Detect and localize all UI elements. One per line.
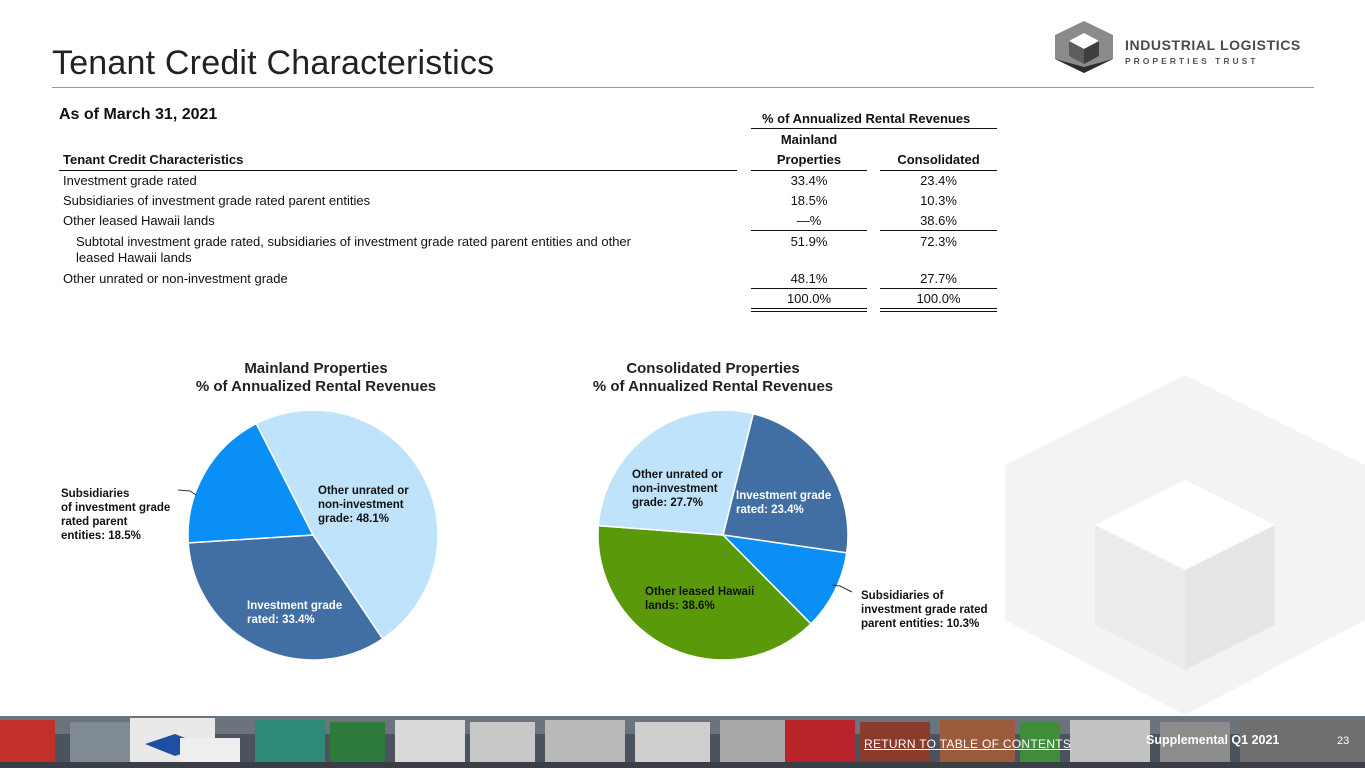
label-line: Other unrated or: [318, 485, 409, 497]
label-line: of investment grade: [61, 502, 171, 514]
row-label: Other unrated or non-investment grade: [63, 271, 288, 286]
subtotal-mainland-value: 51.9%: [790, 234, 828, 249]
row-consolidated-value: 27.7%: [920, 271, 957, 286]
subtotal-label-line2: leased Hawaii lands: [76, 250, 192, 265]
mainland-chart-title-line1: Mainland Properties: [244, 360, 388, 377]
mainland-leader-line: [175, 485, 205, 505]
row-consolidated-value: 23.4%: [920, 173, 957, 188]
total-double-rule-mainland-2: [751, 311, 867, 312]
total-rule-consolidated: [880, 288, 997, 289]
label-line: investment grade rated: [861, 604, 988, 616]
total-consolidated-value: 100.0%: [916, 291, 961, 306]
company-logo: [1053, 19, 1323, 75]
label-line: Other unrated or: [632, 469, 723, 481]
row-consolidated-value: 10.3%: [920, 193, 957, 208]
row-label: Subsidiaries of investment grade rated parent entities: [63, 193, 371, 208]
subtotal-rule-mainland: [751, 230, 867, 231]
label-line: non-investment: [632, 483, 718, 495]
subtotal-rule-consolidated: [880, 230, 997, 231]
col-consolidated-header: Consolidated: [897, 152, 980, 167]
row-label: Investment grade rated: [63, 173, 197, 188]
consolidated-label-other-unrated: [632, 468, 723, 510]
label-line: Other leased Hawaii: [645, 586, 755, 598]
total-mainland-value: 100.0%: [786, 291, 832, 306]
label-line: Investment grade: [247, 600, 343, 612]
logo-cube-icon: [1053, 19, 1115, 75]
label-line: Investment grade: [736, 490, 832, 502]
header-rule-consolidated: [880, 170, 997, 171]
total-double-rule-consolidated-2: [880, 311, 997, 312]
col-mainland-line1: Mainland: [780, 132, 838, 147]
header-rule-label: [59, 170, 737, 171]
row-consolidated-value: 38.6%: [920, 213, 957, 228]
mainland-label-other-unrated: [318, 484, 409, 526]
header-rule-mainland: [751, 170, 867, 171]
label-line: grade: 48.1%: [318, 513, 389, 525]
group-header-rule: [751, 128, 997, 129]
logo-wordmark-line1: INDUSTRIAL LOGISTICS: [1125, 37, 1301, 53]
consolidated-chart-title-line2: % of Annualized Rental Revenues: [592, 378, 834, 395]
mainland-chart-title-line2: % of Annualized Rental Revenues: [195, 378, 437, 395]
row-mainland-value: 18.5%: [790, 193, 828, 208]
mainland-chart-title: [166, 360, 466, 396]
label-line: rated: 23.4%: [736, 504, 804, 516]
page-number: 23: [1337, 735, 1350, 747]
logo-wordmark-line2: PROPERTIES TRUST: [1125, 56, 1259, 66]
background-hexagon-graphic: [985, 370, 1365, 720]
consolidated-label-hawaii: [645, 585, 754, 613]
total-rule-mainland: [751, 288, 867, 289]
label-line: Subsidiaries of: [861, 590, 944, 602]
mainland-label-investment-grade: [247, 599, 342, 627]
return-to-toc-link[interactable]: RETURN TO TABLE OF CONTENTS: [864, 737, 1072, 751]
label-line: grade: 27.7%: [632, 497, 703, 509]
subtotal-label-line1: Subtotal investment grade rated, subsidiaries of investment grade rated parent entities and other: [76, 234, 631, 249]
consolidated-chart-title-line1: Consolidated Properties: [626, 360, 800, 377]
label-line: lands: 38.6%: [645, 600, 715, 612]
row-mainland-value: —%: [796, 213, 822, 228]
consolidated-label-investment-grade: [736, 489, 831, 517]
consolidated-leader-line: [830, 582, 860, 602]
label-line: rated parent: [61, 516, 128, 528]
consolidated-pie-chart: [595, 407, 851, 663]
row-label: Other leased Hawaii lands: [63, 213, 215, 228]
mainland-label-subsidiaries: [61, 487, 170, 543]
label-line: entities: 18.5%: [61, 530, 141, 542]
consolidated-chart-title: [563, 360, 863, 396]
group-header: % of Annualized Rental Revenues: [762, 111, 971, 126]
label-line: Subsidiaries: [61, 488, 130, 500]
as-of-date: As of March 31, 2021: [59, 106, 218, 123]
col-mainland-line2: Properties: [776, 152, 842, 167]
row-mainland-value: 48.1%: [790, 271, 828, 286]
subtotal-consolidated-value: 72.3%: [920, 234, 957, 249]
page-title: Tenant Credit Characteristics: [52, 44, 495, 82]
supplemental-label: Supplemental Q1 2021: [1146, 733, 1280, 747]
row-mainland-value: 33.4%: [790, 173, 828, 188]
total-double-rule-mainland-1: [751, 308, 867, 309]
label-line: parent entities: 10.3%: [861, 618, 980, 630]
consolidated-label-subsidiaries: [861, 589, 988, 631]
col-label-header: Tenant Credit Characteristics: [63, 152, 244, 167]
total-double-rule-consolidated-1: [880, 308, 997, 309]
label-line: rated: 33.4%: [247, 614, 315, 626]
title-divider: [52, 87, 1314, 88]
label-line: non-investment: [318, 499, 404, 511]
